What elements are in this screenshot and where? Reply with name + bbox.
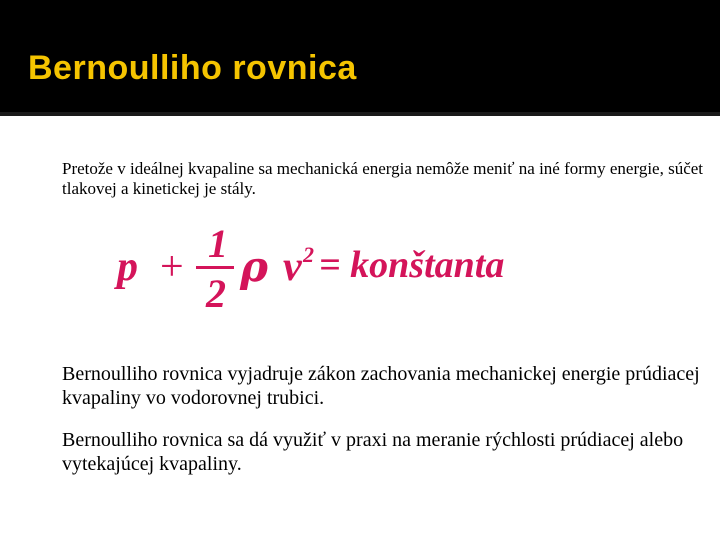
intro-text: Pretože v ideálnej kvapaline sa mechanická energia nemôže meniť na iné formy energie, súčet tlakovej a kinetickej je stály. [62, 159, 704, 198]
slide-title: Bernoulliho rovnica [28, 49, 357, 87]
formula-fraction-denominator: 2 [206, 271, 226, 316]
formula-velocity: v [283, 244, 302, 290]
formula-density: ρ [240, 242, 268, 291]
paragraph-application: Bernoulliho rovnica sa dá využiť v praxi na meranie rýchlosti prúdiacej alebo vytekajúcej kvapaliny. [62, 429, 684, 475]
formula-plus: + [160, 244, 184, 290]
formula-fraction-bar [196, 266, 234, 269]
formula-right-side: = konštanta [319, 244, 505, 286]
formula-pressure: p [117, 244, 138, 290]
paragraph-conservation: Bernoulliho rovnica vyjadruje zákon zachovania mechanickej energie prúdiacej kvapaliny vo vodorovnej trubici. [62, 363, 700, 409]
formula-exponent: 2 [303, 242, 314, 267]
formula-fraction-numerator: 1 [208, 221, 228, 266]
